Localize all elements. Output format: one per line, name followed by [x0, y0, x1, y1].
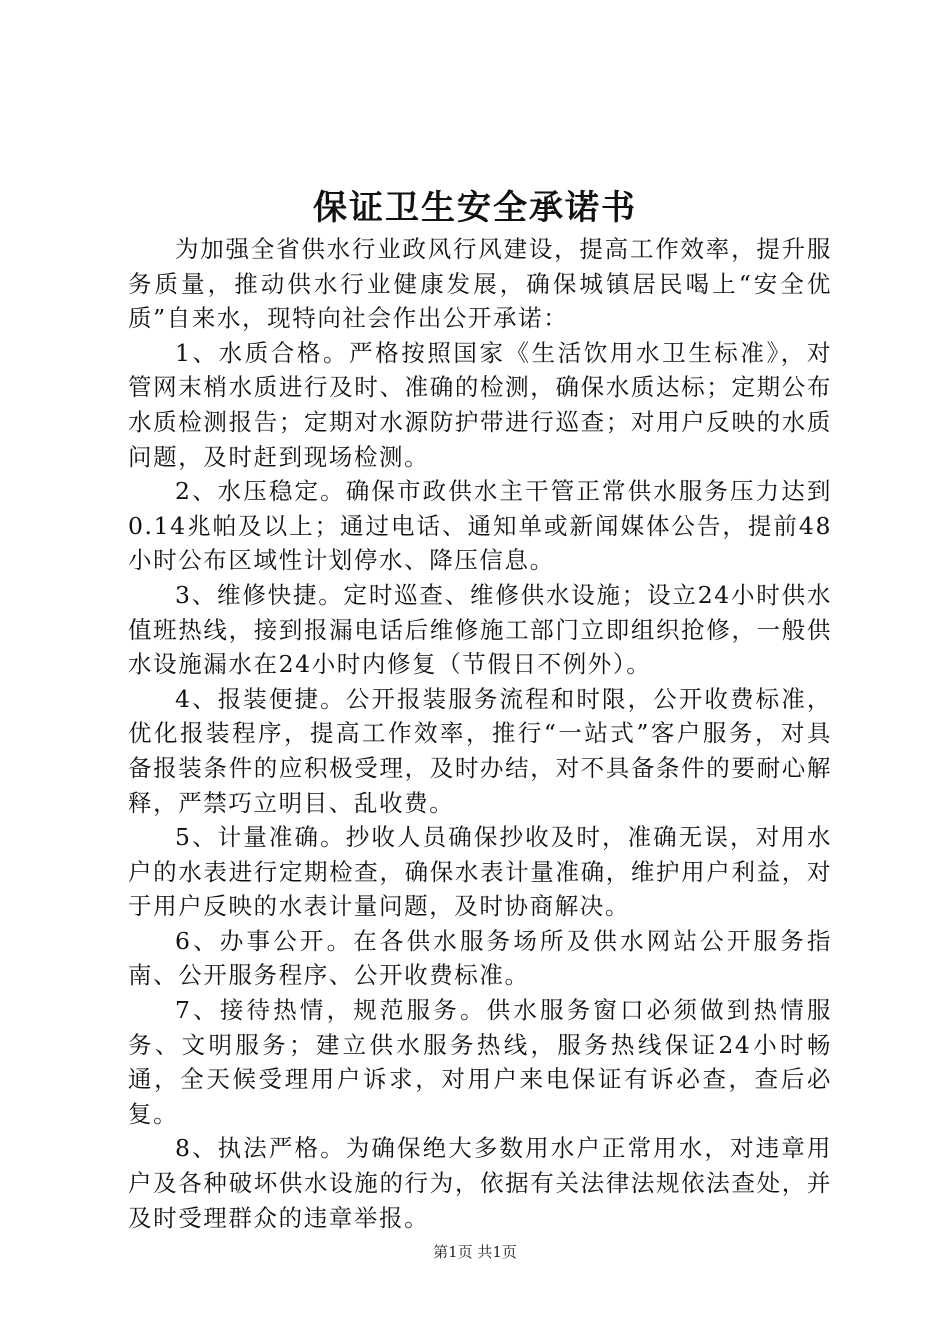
commitment-item-1: 1、水质合格。严格按照国家《生活饮用水卫生标准》，对管网末梢水质进行及时、准确的检测，确保水质达标；定期公布水质检测报告；定期对水源防护带进行巡查；对用户反映的水质问题，及时赶到现场检测。	[128, 338, 832, 471]
intro-paragraph: 为加强全省供水行业政风行风建设，提高工作效率，提升服务质量，推动供水行业健康发展，确保城镇居民喝上“安全优质”自来水，现特向社会作出公开承诺：	[128, 235, 832, 333]
page-footer: 第1页 共1页	[433, 1243, 517, 1261]
document-body	[128, 232, 832, 1235]
document-title: 保证卫生安全承诺书	[313, 188, 637, 228]
commitment-item-2: 2、水压稳定。确保市政供水主干管正常供水服务压力达到0.14兆帕及以上；通过电话、通知单或新闻媒体公告，提前48小时公布区域性计划停水、降压信息。	[128, 477, 832, 575]
commitment-item-4: 4、报装便捷。公开报装服务流程和时限，公开收费标准，优化报装程序，提高工作效率，推行“一站式”客户服务，对具备报装条件的应积极受理，及时办结，对不具备条件的要耐心解释，严禁巧立明目、乱收费。	[128, 684, 832, 817]
commitment-item-3: 3、维修快捷。定时巡查、维修供水设施；设立24小时供水值班热线，接到报漏电话后维修施工部门立即组织抢修，一般供水设施漏水在24小时内修复（节假日不例外）。	[128, 580, 832, 679]
commitment-item-6: 6、办事公开。在各供水服务场所及供水网站公开服务指南、公开服务程序、公开收费标准。	[128, 926, 832, 990]
commitment-item-5: 5、计量准确。抄收人员确保抄收及时，准确无误，对用水户的水表进行定期检查，确保水表计量准确，维护用户利益，对于用户反映的水表计量问题，及时协商解决。	[128, 823, 832, 921]
commitment-item-7: 7、接待热情，规范服务。供水服务窗口必须做到热情服务、文明服务；建立供水服务热线，服务热线保证24小时畅通，全天候受理用户诉求，对用户来电保证有诉必查，查后必复。	[128, 996, 832, 1128]
commitment-item-8: 8、执法严格。为确保绝大多数用水户正常用水，对违章用户及各种破坏供水设施的行为，依据有关法律法规依法查处，并及时受理群众的违章举报。	[128, 1134, 832, 1232]
